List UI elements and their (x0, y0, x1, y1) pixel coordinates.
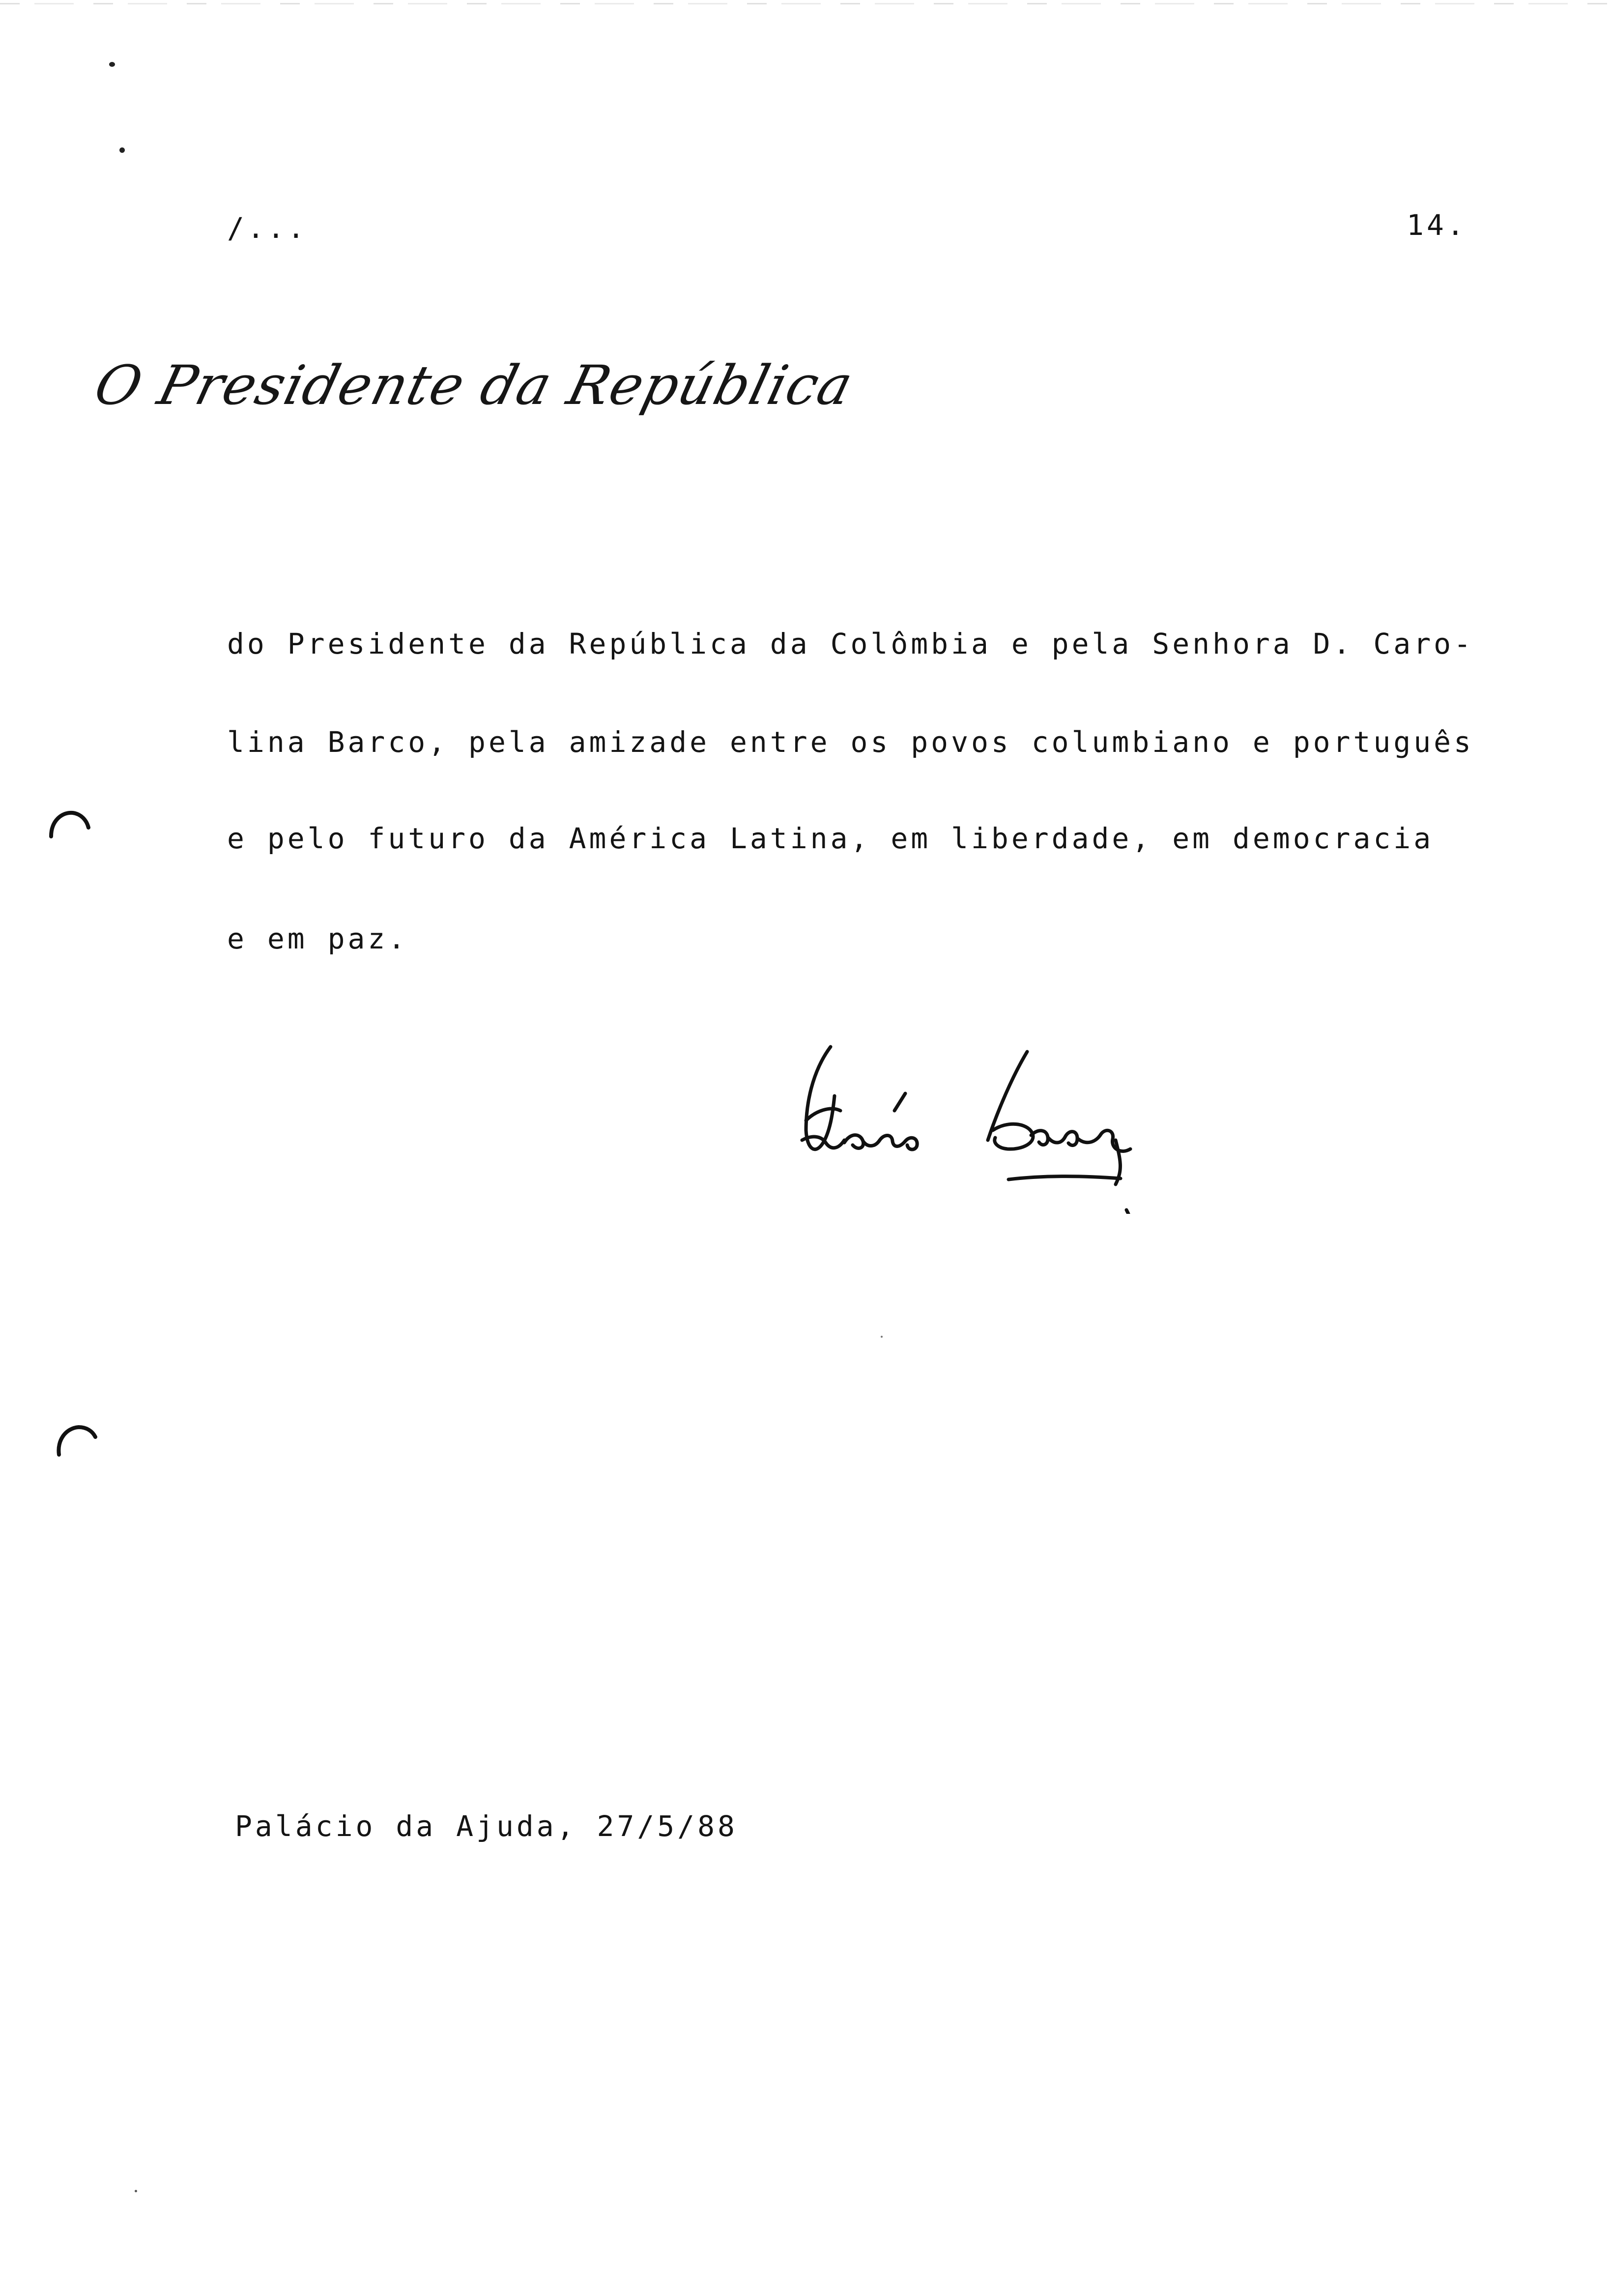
punch-hole-mark (47, 806, 90, 849)
scan-speck (109, 62, 115, 67)
body-text-line: e em paz. (227, 922, 408, 955)
page-number: 14. (1407, 208, 1467, 242)
scan-speck (119, 147, 125, 153)
letterhead (88, 354, 860, 442)
body-text-line: do Presidente da República da Colômbia e pela Senhora D. Caro- (227, 627, 1474, 660)
place-and-date: Palácio da Ajuda, 27/5/88 (235, 1809, 738, 1843)
body-text-line: e pelo futuro da América Latina, em liberdade, em democracia (227, 822, 1434, 855)
letterhead-title: O Presidente da República (88, 354, 860, 417)
handwritten-signature (796, 1037, 1160, 1214)
punch-hole-mark (54, 1420, 97, 1464)
scan-speck (881, 1336, 883, 1338)
scan-edge-artifact (0, 3, 1612, 4)
body-text-line: lina Barco, pela amizade entre os povos columbiano e português (227, 725, 1474, 759)
continuation-mark: /... (227, 211, 308, 245)
scan-speck (135, 2190, 137, 2192)
